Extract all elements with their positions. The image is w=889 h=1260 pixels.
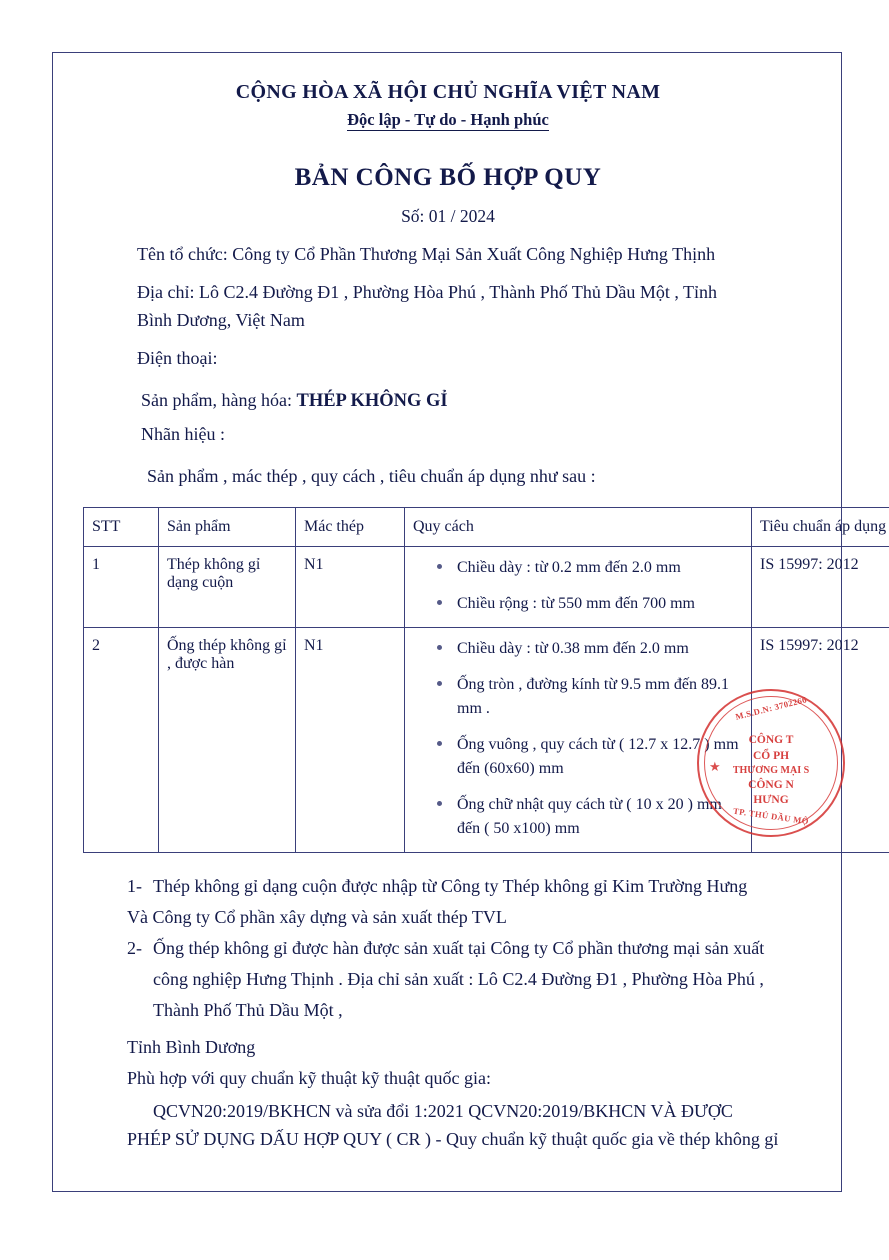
note-text: Thép không gỉ dạng cuộn được nhập từ Công ty Thép không gỉ Kim Trường Hưng [153,876,748,897]
table-row [84,628,889,853]
cell-standard: IS 15997: 2012 [752,628,889,853]
spec-list [413,637,743,841]
conformity-line2: PHÉP SỬ DỤNG DẤU HỢP QUY ( CR ) - Quy chuẩn kỹ thuật quốc gia về thép không gỉ [127,1128,779,1149]
organization-address-line2: Bình Dương, Việt Nam [137,309,305,330]
star-icon: ★ [709,759,721,774]
cell-stt: 1 [84,547,159,628]
seal-line-5: HƯNG [753,794,789,807]
note-continuation: Và Công ty Cổ phần xây dựng và sản xuất thép TVL [127,907,507,928]
table-header-standard: Tiêu chuẩn áp dụng [752,508,889,547]
brand-line: Nhãn hiệu : [141,424,225,445]
document-page-border [52,52,887,1192]
note-number: 1- [127,876,142,897]
note-continuation: Thành Phố Thủ Dầu Một , [153,1000,343,1021]
spec-item: Ống tròn , đường kính từ 9.5 mm đến 89.1 mm . [435,673,743,721]
province-line: Tỉnh Bình Dương [127,1037,256,1058]
note-continuation: công nghiệp Hưng Thịnh . Địa chỉ sản xuất : Lô C2.4 Đường Đ1 , Phường Hòa Phú , [153,969,764,990]
cell-standard: IS 15997: 2012 [752,547,889,628]
spec-item: Chiều dày : từ 0.2 mm đến 2.0 mm [435,556,743,580]
cell-product: Ống thép không gỉ , được hàn [159,628,296,853]
table-header-spec: Quy cách [405,508,752,547]
seal-code: M.S.D.N: 3702266 [734,694,808,722]
cell-spec [405,547,752,628]
conformity-line1: QCVN20:2019/BKHCN và sửa đổi 1:2021 QCVN20:2019/BKHCN VÀ ĐƯỢC [153,1101,733,1122]
cell-grade: N1 [296,628,405,853]
note-item [83,873,813,900]
spec-list [413,556,743,616]
seal-bottom-arc: TP. THỦ DẦU MỘ [732,805,810,827]
product-label: Sản phẩm, hàng hóa: [141,389,292,410]
spec-item: Ống vuông , quy cách từ ( 12.7 x 12.7 ) mm đến (60x60) mm [435,733,743,781]
cell-product: Thép không gỉ dạng cuộn [159,547,296,628]
spec-item: Ống chữ nhật quy cách từ ( 10 x 20 ) mm đến ( 50 x100) mm [435,793,743,841]
conformity-detail [83,1098,813,1154]
conformity-label: Phù hợp với quy chuẩn kỹ thuật kỹ thuật quốc gia: [127,1068,491,1089]
cell-spec [405,628,752,853]
table-header-grade: Mác thép [296,508,405,547]
national-motto-text: Độc lập - Tự do - Hạnh phúc [347,110,549,129]
note-number: 2- [127,938,142,959]
organization-phone: Điện thoại: [137,347,218,368]
seal-line-2: CỔ PH [752,749,790,762]
seal-line-1: CÔNG T [748,734,794,746]
cell-grade: N1 [296,547,405,628]
spec-item: Chiều rộng : từ 550 mm đến 700 mm [435,592,743,616]
intro-line: Sản phẩm , mác thép , quy cách , tiêu chuẩn áp dụng như sau : [147,466,596,487]
document-number: Số: 01 / 2024 [401,206,495,226]
table-header-row [84,508,889,547]
organization-name: Tên tổ chức: Công ty Cổ Phần Thương Mại Sản Xuất Công Nghiệp Hưng Thịnh [137,244,716,264]
note-item [83,935,813,962]
notes-section [83,873,813,1024]
document-content [53,53,887,1154]
seal-line-4: CÔNG N [748,778,794,791]
table-header-product: Sản phẩm [159,508,296,547]
document-title: BẢN CÔNG BỐ HỢP QUY [294,164,602,191]
product-line [83,387,813,416]
seal-line-3: THƯƠNG MẠI S [732,765,810,777]
table-header-stt: STT [84,508,159,547]
organization-address-line1: Địa chỉ: Lô C2.4 Đường Đ1 , Phường Hòa Phú , Thành Phố Thủ Dầu Một , Tỉnh [137,281,718,302]
spec-item: Chiều dày : từ 0.38 mm đến 2.0 mm [435,637,743,661]
cell-stt: 2 [84,628,159,853]
national-motto [83,110,813,130]
product-value: THÉP KHÔNG GỈ [296,390,448,411]
table-row [84,547,889,628]
note-text: Ống thép không gỉ được hàn được sản xuất tại Công ty Cổ phần thương mại sản xuất [153,938,765,959]
specification-table [83,507,889,853]
national-header: CỘNG HÒA XÃ HỘI CHỦ NGHĨA VIỆT NAM [235,81,661,103]
